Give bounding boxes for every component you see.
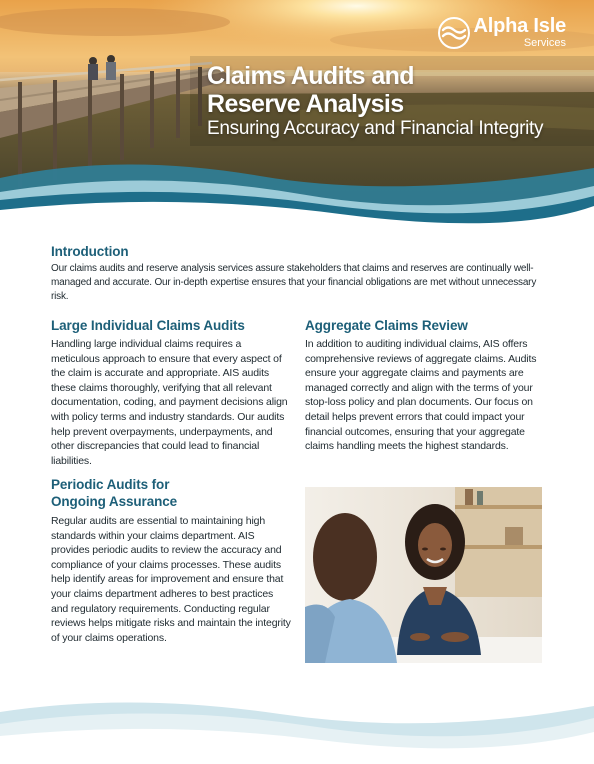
aggregate-claims-heading: Aggregate Claims Review [305, 318, 468, 333]
intro-paragraph: Our claims audits and reserve analysis services assure stakeholders that claims and reserves are continually well-managed and accurate. Our in-depth expertise ensures that your financial obligations are met without unnecessary risk. [51, 263, 537, 303]
intro-heading: Introduction [51, 244, 129, 259]
periodic-heading-line-1: Periodic Audits for [51, 477, 170, 492]
large-claims-heading: Large Individual Claims Audits [51, 318, 245, 333]
hero-title-line-2: Reserve Analysis [207, 90, 404, 118]
aggregate-claims-paragraph: In addition to auditing individual claims, AIS offers comprehensive reviews of aggregate claims. Audits ensure your aggregate claims and payments are managed correctly and align with the terms of your stop-loss policy and plan documents. Our focus on detail helps prevent errors that could impact your financial outcomes, ensuring that your aggregate claims handling meets the highest standards. [305, 338, 537, 453]
periodic-audits-heading [51, 476, 251, 510]
meeting-photo-illustration [305, 487, 542, 663]
hero-title-line-1: Claims Audits and [207, 62, 414, 90]
periodic-audits-paragraph: Regular audits are essential to maintaining high standards within your claims department. AIS provides periodic audits to review the accuracy and compliance of your claims processes. These audits help identify areas for improvement and ensure that your claims department adheres to best practices and regulatory requirements. Conducting regular reviews helps mitigate risks and maintain the integrity of your claims operations. [51, 515, 291, 644]
brand-name: Alpha Isle [473, 15, 566, 37]
hero-banner [0, 0, 594, 228]
footer-wave-decoration [0, 684, 594, 764]
hero-title-block [207, 62, 567, 140]
hero-subtitle: Ensuring Accuracy and Financial Integrity [207, 118, 544, 139]
office-meeting-photo [305, 487, 542, 663]
brand-subtitle: Services [523, 37, 566, 49]
periodic-heading-line-2: Ongoing Assurance [51, 494, 178, 509]
brand-logo [438, 16, 566, 49]
wave-circle-logo-icon [438, 17, 470, 49]
large-claims-paragraph: Handling large individual claims requires a meticulous approach to ensure that every aspect of the claim is accurate and appropriate. AIS audits these claims thoroughly, verifying that all relevant documentation, coding, and payment decisions align with policy terms and industry standards. Our audits help prevent overpayments, underpayments, and other discrepancies that could lead to financial liabilities. [51, 338, 288, 467]
